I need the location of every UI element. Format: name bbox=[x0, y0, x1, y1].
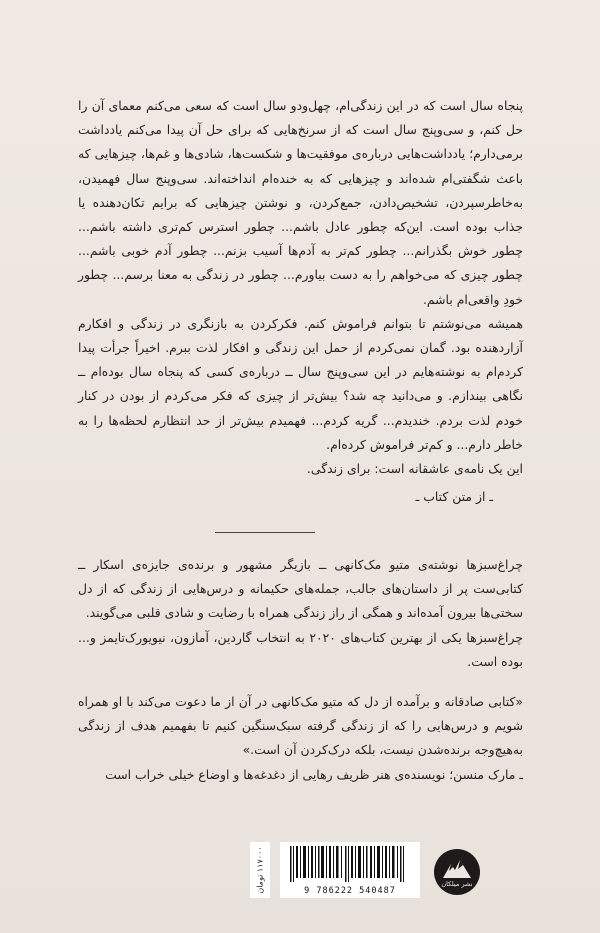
mountain-icon bbox=[434, 849, 480, 895]
isbn-barcode bbox=[280, 842, 420, 898]
excerpt-source: ـ از متن کتاب ـ bbox=[415, 489, 493, 505]
publisher-logo bbox=[434, 849, 480, 895]
price-label bbox=[250, 842, 270, 898]
quote-text: «کتابی صادقانه و برآمده از دل که متیو مک‌کانهی در آن از ما دعوت می‌کند با او همراه شویم و درس‌هایی را که از زندگی گرفته سبک‌سنگین کنیم تا بفهمیم هدف از زندگی به‌هیچ‌وجه برنده‌شدن نیست، بلکه درک‌کردن آن است.» bbox=[78, 694, 523, 758]
excerpt-section bbox=[78, 94, 523, 509]
barcode-icon bbox=[288, 846, 412, 882]
quote-section bbox=[78, 690, 523, 787]
isbn-number: 9 786222 540487 bbox=[304, 886, 396, 896]
about-paragraph: چراغ‌سبزها یکی از بهترین کتاب‌های ۲۰۲۰ به انتخاب گاردین، آمازون، نیویورک‌تایمز و... بوده است. bbox=[78, 629, 523, 669]
about-paragraph: چراغ‌سبزها نوشته‌ی متیو مک‌کانهی ــ بازیگر مشهور و برنده‌ی جایزه‌ی اسکار ــ کتابی‌ست پر از داستان‌های جالب، جمله‌های حکیمانه و درس‌هایی از زندگی که از دل سختی‌ها بیرون آمده‌اند و همگی از راز زندگی همراه با رضایت و شادی قلبی می‌گویند. bbox=[78, 557, 523, 621]
about-section bbox=[78, 553, 523, 674]
excerpt-paragraph: پنجاه سال است که در این زندگی‌ام، چهل‌ودو سال است که سعی می‌کنم معمای آن را حل کنم، و سی‌وپنج سال است که از سرنخ‌هایی که برای حل آن پیدا می‌کنم یادداشت برمی‌دارم؛ یادداشت‌هایی درباره‌ی موفقیت‌ها و شکست‌ها، شادی‌ها و غم‌ها، چیزهایی که باعث شگفتی‌ام شده‌اند و چیزهایی که به خنده‌ام انداخته‌اند. سی‌وپنج سال فهمیدن، به‌خاطرسپردن، تشخیص‌دادن، جمع‌کردن، و نوشتن چیزهایی که برایم تکان‌دهنده یا جذاب بوده است. این‌که چطور عادل باشم... چطور استرس کم‌تری داشته باشم... چطور خوش بگذرانم... چطور کم‌تر به آدم‌ها آسیب بزنم... چطور آدم خوبی باشم... چطور چیزی که می‌خواهم را به دست بیاورم... چطور در زندگی به معنا برسم... چطور خودِ واقعی‌ام باشم. bbox=[78, 98, 523, 307]
excerpt-paragraph: همیشه می‌نوشتم تا بتوانم فراموش کنم. فکرکردن به بازنگری در زندگی و افکارم آزاردهنده بود. گمان نمی‌کردم از حمل این زندگی و افکار لذت ببرم. اخیراً جرأت پیدا کردم‌ام به نوشته‌هایم در این سی‌وپنج سال ــ درباره‌ی کسی که پنجاه سال بوده‌ام ــ نگاهی بیندازم. و می‌دانید چه شد؟ بیش‌تر از چیزی که فکر می‌کردم از بودن در کنار خودم لذت بردم. خندیدم... گریه کردم... فهمیدم بیش‌تر از حد انتظارم لحظه‌ها را به خاطر دارم... و کم‌تر فراموش کرده‌ام. bbox=[78, 315, 523, 452]
excerpt-paragraph: این یک نامه‌ی عاشقانه است: برای زندگی. bbox=[306, 461, 523, 477]
quote-attribution: ـ مارک منسن؛ نویسنده‌ی هنر ظریف رهایی از دغدغه‌ها و اوضاع خیلی خراب است bbox=[105, 766, 523, 782]
publisher-logo-label: نشر میلکان bbox=[441, 880, 473, 888]
price-text: ۱۱۷۰۰۰ تومان bbox=[255, 846, 265, 894]
section-divider bbox=[215, 532, 315, 533]
